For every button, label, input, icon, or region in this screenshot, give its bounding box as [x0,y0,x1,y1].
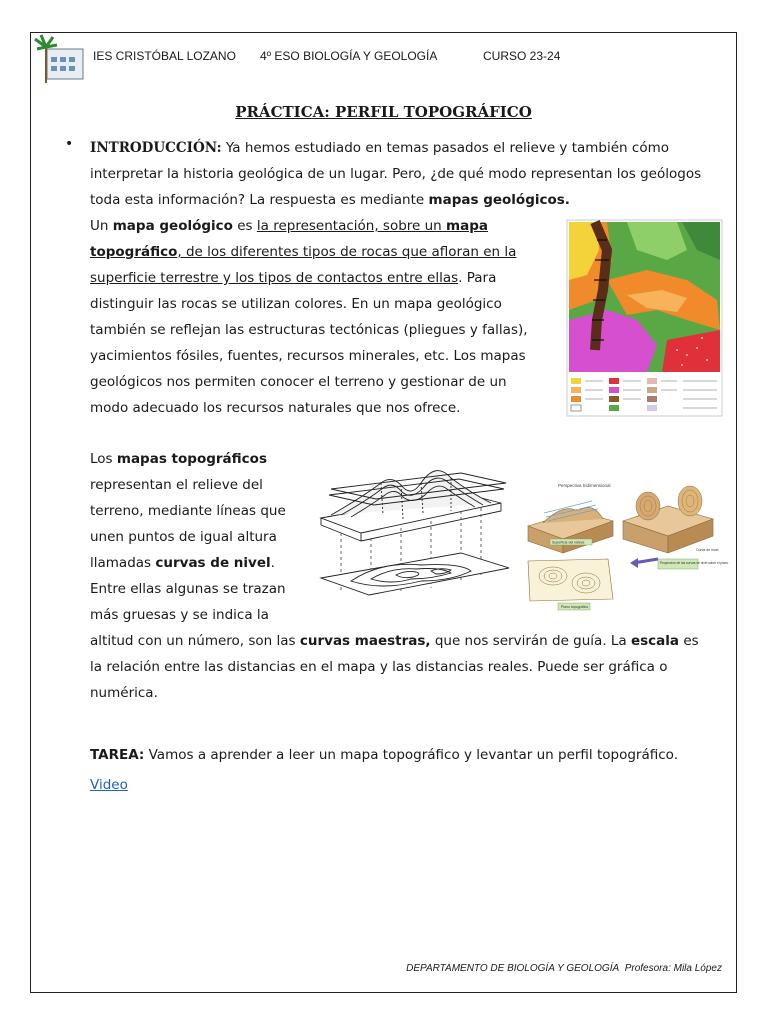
topo-text: más gruesas y se indica la [90,607,269,623]
geo-text: distinguir las rocas se utilizan colores. En un mapa geológico [90,296,502,312]
topo-text: . [270,555,275,571]
contour-sketch-image [311,453,511,613]
header-course: CURSO 23-24 [483,49,561,63]
intro-paragraph [90,135,730,213]
document-page [30,32,737,993]
intro-text: toda esta información? La respuesta es mediante [90,192,429,208]
footer-department: DEPARTAMENTO DE BIOLOGÍA Y GEOLOGÍA [406,963,620,974]
topo-text: Entre ellas algunas se trazan [90,581,286,597]
topo-emphasis: curvas maestras, [299,633,431,649]
topo-text: es [679,633,699,649]
page-title: PRÁCTICA: PERFIL TOPOGRÁFICO [235,103,532,121]
geo-text: es [232,218,257,234]
label-plane: Plano topográfico [561,605,589,609]
topo-paragraph-continued [90,628,735,706]
geo-underline: superficie terrestre y los tipos de contactos entre ellas [90,270,459,286]
intro-text: Ya hemos estudiado en temas pasados el relieve y también cómo [221,140,669,156]
intro-emphasis: mapas geológicos. [428,192,570,208]
geo-underline: la representación, sobre un [256,218,447,234]
topo-text: unen puntos de igual altura [90,529,277,545]
geo-paragraph [90,213,550,421]
topo-text: altitud con un número, son las [90,633,300,649]
topo-emphasis: curvas de nivel [155,555,271,571]
geo-underline: , de los diferentes tipos de rocas que afloran en la [177,244,517,260]
footer-teacher: Profesora: Mila López [624,963,722,974]
topo-paragraph [90,446,305,628]
task-label: TAREA: [90,747,145,763]
geo-emphasis: topográfico [90,244,178,260]
intro-text: interpretar la historia geológica de un lugar. Pero, ¿de qué modo representan los geólogos [90,166,702,182]
label-projection: Proyección de las curvas de nivel sobre el plano [660,561,729,565]
geo-text: también se reflejan las estructuras tectónicas (pliegues y fallas), [90,322,528,338]
page-header [31,33,736,85]
geo-text: . Para [458,270,497,286]
header-subject: 4º ESO BIOLOGÍA Y GEOLOGÍA [260,49,438,63]
label-curve: Curva de nivel [696,548,719,552]
bullet-icon: • [65,136,74,152]
topo-emphasis: escala [630,633,680,649]
geo-text: Un [90,218,113,234]
label-perspective: Perspectiva tridimensional [558,483,611,488]
geo-emphasis: mapa geológico [112,218,233,234]
school-logo [33,33,85,85]
video-link[interactable]: Video [90,777,128,793]
task-text: Vamos a aprender a leer un mapa topográfico y levantar un perfil topográfico. [144,747,678,763]
topo-text: llamadas [90,555,156,571]
label-relief: Superficie del relieve [552,540,585,545]
topo-text: numérica. [90,685,158,701]
topo-text: Los [90,451,117,467]
page-footer [406,963,722,974]
topo-text: representan el relieve del [90,477,263,493]
topo-text: terreno, mediante líneas que [90,503,286,519]
topo-text: que nos servirán de guía. La [430,633,631,649]
geo-text: geológicos nos permiten conocer el terreno y gestionar de un [90,374,507,390]
geo-emphasis: mapa [446,218,488,234]
topographic-3d-diagram [518,481,729,613]
task-paragraph [90,742,735,768]
geo-text: yacimientos fósiles, fuentes, recursos minerales, etc. Los mapas [90,348,526,364]
topo-text: la relación entre las distancias en el mapa y las distancias reales. Puede ser gráfica o [90,659,668,675]
geo-text: modo adecuado los recursos naturales que nos ofrece. [90,400,461,416]
topo-emphasis: mapas topográficos [116,451,267,467]
header-school: IES CRISTÓBAL LOZANO [93,49,236,63]
geological-map-image [567,220,722,416]
intro-heading: INTRODUCCIÓN: [90,140,222,156]
